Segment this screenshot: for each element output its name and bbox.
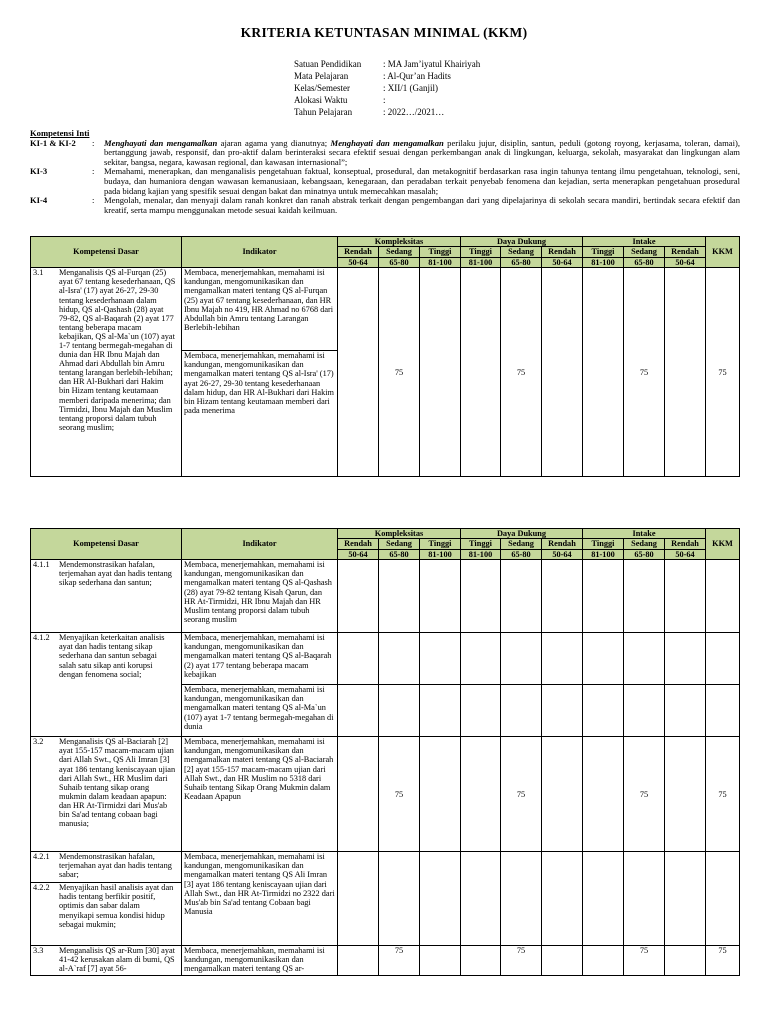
- header-range: 50-64: [542, 549, 583, 559]
- header-sub: Rendah: [338, 539, 379, 549]
- table-row: [31, 560, 740, 633]
- value-cell: 75: [379, 737, 420, 852]
- indikator-cell: Membaca, menerjemahkan, memahami isi kandungan, mengomunikasikan dan mengamalkan materi tentang QS Ali Imran [3] ayat 186 tentang keniscayaan ujian dari Allah Swt., dan HR At-Tirmidzi no 2322 dari Mus'ab bin Sa'ad tentang Cobaan bagi Manusia: [182, 852, 338, 946]
- value-cell: 75: [501, 268, 542, 477]
- info-row: Alokasi Waktu :: [294, 95, 386, 105]
- header-sub: Tinggi: [583, 247, 624, 257]
- header-daya-dukung: Daya Dukung: [461, 529, 583, 539]
- value-cell: 75: [624, 737, 665, 852]
- ki-3: KI-3 : Memahami, menerapkan, dan menganalisis pengetahuan faktual, konseptual, prosedural, dan metakognitif berdasarkan rasa ingin tahunya tentang ilmu pengetahuan, teknologi, seni, budaya, dan humaniora dengan wawasan kemanusiaan, kebangsaan, kenegaraan, dan peradaban terkait penyebab fenomena dan kejadian, serta menerapkan pengetahuan prosedural pada bidang kajian yang spesifik sesuai dengan bakat dan minatnya untuk memecahkan masalah;: [30, 166, 740, 196]
- kd-cell: 4.2.2 Menyajikan hasil analisis ayat dan hadis tentang berfikir positif, optimis dan sabar dalam menyikapi semua kondisi hidup sebagai mukmin;: [31, 883, 182, 946]
- header-range: 50-64: [338, 549, 379, 559]
- value-cell: 75: [501, 737, 542, 852]
- kd-cell: 4.1.2 Menyajikan keterkaitan analisis ayat dan hadis tentang sikap sederhana dan santun sebagai salah satu sikap anti korupsi dengan fenomena social;: [31, 633, 182, 737]
- header-range: 65-80: [501, 257, 542, 267]
- indikator-cell: Membaca, menerjemahkan, memahami isi kandungan, mengomunikasikan dan mengamalkan materi tentang QS al-Furqan (25) ayat 67 tentang kesederhanaan, dan HR Ibnu Majah no 419, HR Ahmad no 6768 dari Abdullah bin Amru tentang Larangan Berlebih-lebihan: [182, 268, 338, 351]
- header-kkm: KKM: [706, 529, 740, 560]
- header-indikator: Indikator: [182, 237, 338, 268]
- table-row: [31, 268, 740, 351]
- value-cell: [583, 268, 624, 477]
- ki-1-2: KI-1 & KI-2 : Menghayati dan mengamalkan ajaran agama yang dianutnya; Menghayati dan mengamalkan perilaku jujur, disiplin, santun, peduli (gotong royong, kerjasama, toleran, damai), bertanggung jawab, responsif, dan pro-aktif dalam berinteraksi secara efektif sesuai dengan perkembangan anak di lingkungan, keluarga, sekolah, masyarakat dan lingkungan alam sekitar, bangsa, negara, kawasan regional, dan kawasan internasional”;: [30, 137, 741, 167]
- info-row: Mata Pelajaran : Al-Qur’an Hadits: [294, 71, 451, 81]
- header-range: 65-80: [624, 257, 665, 267]
- value-cell: [420, 268, 461, 477]
- header-range: 50-64: [665, 257, 706, 267]
- header-intake: Intake: [583, 237, 706, 247]
- header-range: 81-100: [583, 549, 624, 559]
- value-cell: 75: [501, 946, 542, 976]
- header-sub: Sedang: [624, 247, 665, 257]
- value-cell: 75: [624, 946, 665, 976]
- indikator-cell: Membaca, menerjemahkan, memahami isi kandungan, mengomunikasikan dan mengamalkan materi tentang QS al-Isra' (17) ayat 26-27, 29-30 tentang kesederhanaan dalam hidup, dan HR Al-Bukhari dari Hakim bin Hizam tentang keutamaan memberi dari pada menerima: [182, 351, 338, 477]
- table-row: [31, 737, 740, 852]
- header-range: 65-80: [624, 549, 665, 559]
- header-intake: Intake: [583, 529, 706, 539]
- header-sub: Tinggi: [583, 539, 624, 549]
- document-info: [294, 58, 480, 118]
- header-sub: Rendah: [665, 247, 706, 257]
- header-range: 81-100: [420, 257, 461, 267]
- header-range: 50-64: [665, 549, 706, 559]
- info-row: Kelas/Semester : XII/1 (Ganjil): [294, 83, 438, 93]
- info-row: Satuan Pendidikan : MA Jam’iyatul Khairiyah: [294, 59, 481, 69]
- indikator-cell: Membaca, menerjemahkan, memahami isi kandungan, mengomunikasikan dan mengamalkan materi tentang QS ar-: [182, 946, 338, 976]
- header-range: 81-100: [461, 549, 501, 559]
- header-sub: Sedang: [501, 539, 542, 549]
- kkm-table-1: [30, 236, 740, 477]
- kd-cell: 4.1.1 Mendemonstrasikan hafalan, terjemahan ayat dan hadis tentang sikap sederhana dan santun;: [31, 560, 182, 633]
- table-row: [31, 633, 740, 685]
- value-cell: 75: [379, 946, 420, 976]
- header-sub: Rendah: [665, 539, 706, 549]
- kkm-value-cell: 75: [706, 737, 740, 852]
- header-range: 50-64: [542, 257, 583, 267]
- value-cell: [665, 268, 706, 477]
- header-kompetensi-dasar: Kompetensi Dasar: [31, 529, 182, 560]
- header-range: 81-100: [461, 257, 501, 267]
- kompetensi-inti: [30, 129, 740, 215]
- kd-cell: 3.2 Menganalisis QS al-Baciarah [2] ayat 155-157 macam-macam ujian dari Allah Swt., QS Ali Imran [3] ayat 186 tentang keniscayaan ujian dari Allah Swt., HR Muslim dari Suhaib tentang sikap orang mukmin dalam keadaan apapun: dan HR At-Tirmidzi dari Mus'ab bin Sa'ad tentang cobaan bagi manusia;: [31, 737, 182, 852]
- page-title: KRITERIA KETUNTASAN MINIMAL (KKM): [240, 25, 528, 40]
- header-sub: Tinggi: [461, 539, 501, 549]
- indikator-cell: Membaca, menerjemahkan, memahami isi kandungan, mengomunikasikan dan mengamalkan materi tentang QS al-Baqarah (2) ayat 177 tentang beberapa macam kebajikan: [182, 633, 338, 685]
- kkm-value-cell: 75: [706, 946, 740, 976]
- header-kompetensi-dasar: Kompetensi Dasar: [31, 237, 182, 268]
- value-cell: [542, 268, 583, 477]
- header-kompleksitas: Kompleksitas: [338, 529, 461, 539]
- header-sub: Sedang: [624, 539, 665, 549]
- header-range: 65-80: [379, 549, 420, 559]
- kkm-value-cell: 75: [706, 268, 740, 477]
- ki-4: KI-4 : Mengolah, menalar, dan menyaji dalam ranah konkret dan ranah abstrak terkait dengan pengembangan dari yang dipelajarinya di sekolah secara mandiri, bertindak secara efektif dan kreatif, serta mampu menggunakan metode sesuai kaidah keilmuan.: [30, 195, 740, 215]
- header-sub: Rendah: [542, 247, 583, 257]
- info-row: Tahun Pelajaran : 2022…/2021…: [294, 107, 445, 117]
- header-sub: Sedang: [379, 539, 420, 549]
- kd-cell: 3.3 Menganalisis QS ar-Rum [30] ayat 41-42 kerusakan alam di bumi, QS al-A`raf [7] ayat 56-: [31, 946, 182, 976]
- value-cell: [461, 268, 501, 477]
- indikator-cell: Membaca, menerjemahkan, memahami isi kandungan, mengomunikasikan dan mengamalkan materi tentang QS al-Baciarah [2] ayat 155-157 macam-macam ujian dari Allah Swt., dan HR Muslim no 5318 dari Suhaib tentang Sikap Orang Mukmin dalam Keadaan Apapun: [182, 737, 338, 852]
- table-row: [31, 852, 740, 883]
- header-sub: Rendah: [338, 247, 379, 257]
- header-sub: Sedang: [379, 247, 420, 257]
- header-sub: Tinggi: [420, 247, 461, 257]
- header-range: 81-100: [420, 549, 461, 559]
- header-range: 81-100: [583, 257, 624, 267]
- header-sub: Sedang: [501, 247, 542, 257]
- ki-heading: Kompetensi Inti: [30, 128, 90, 138]
- value-cell: [338, 268, 379, 477]
- header-kompleksitas: Kompleksitas: [338, 237, 461, 247]
- kd-cell: 3.1 Menganalisis QS al-Furqan (25) ayat 67 tentang kesederhanaan, QS al-Isra' (17) ayat 26-27, 29-30 tentang kesederhanaan dalam hidup, QS al-Qashash (28) ayat 79-82, QS al-Baqarah (2) ayat 177 tentang beberapa macam kebajikan, QS al-Ma`un (107) ayat 1-7 tentang bermegah-megahan di dunia dan HR Ibnu Majah dan Ahmad dari Abdullah bin Amru tentang larangan berlebih-lebihan; dan HR Al-Bukhari dari Hakim bin Hizam tentang keutamaan memberi daripada menerima; dan Tirmidzi, Ibnu Majah dan Muslim tentang proporsi dalam tubuh seorang muslim;: [31, 268, 182, 477]
- header-sub: Tinggi: [461, 247, 501, 257]
- header-range: 50-64: [338, 257, 379, 267]
- table-row: [31, 946, 740, 976]
- header-range: 65-80: [501, 549, 542, 559]
- header-daya-dukung: Daya Dukung: [461, 237, 583, 247]
- value-cell: 75: [379, 268, 420, 477]
- value-cell: 75: [624, 268, 665, 477]
- kkm-table-2: [30, 528, 740, 976]
- header-range: 65-80: [379, 257, 420, 267]
- indikator-cell: Membaca, menerjemahkan, memahami isi kandungan, mengomunikasikan dan mengamalkan materi tentang QS al-Ma`un (107) ayat 1-7 tentang bermegah-megahan di dunia: [182, 685, 338, 737]
- header-kkm: KKM: [706, 237, 740, 268]
- header-sub: Rendah: [542, 539, 583, 549]
- kd-cell: 4.2.1 Mendemonstrasikan hafalan, terjemahan ayat dan hadis tentang sabar;: [31, 852, 182, 883]
- indikator-cell: Membaca, menerjemahkan, memahami isi kandungan, mengomunikasikan dan mengamalkan materi tentang QS al-Qashash (28) ayat 79-82 tentang Kisah Qarun, dan HR At-Tirmidzi, HR Ibnu Majah dan HR Muslim tentang proporsi dalam tubuh seorang muslim: [182, 560, 338, 633]
- header-indikator: Indikator: [182, 529, 338, 560]
- header-sub: Tinggi: [420, 539, 461, 549]
